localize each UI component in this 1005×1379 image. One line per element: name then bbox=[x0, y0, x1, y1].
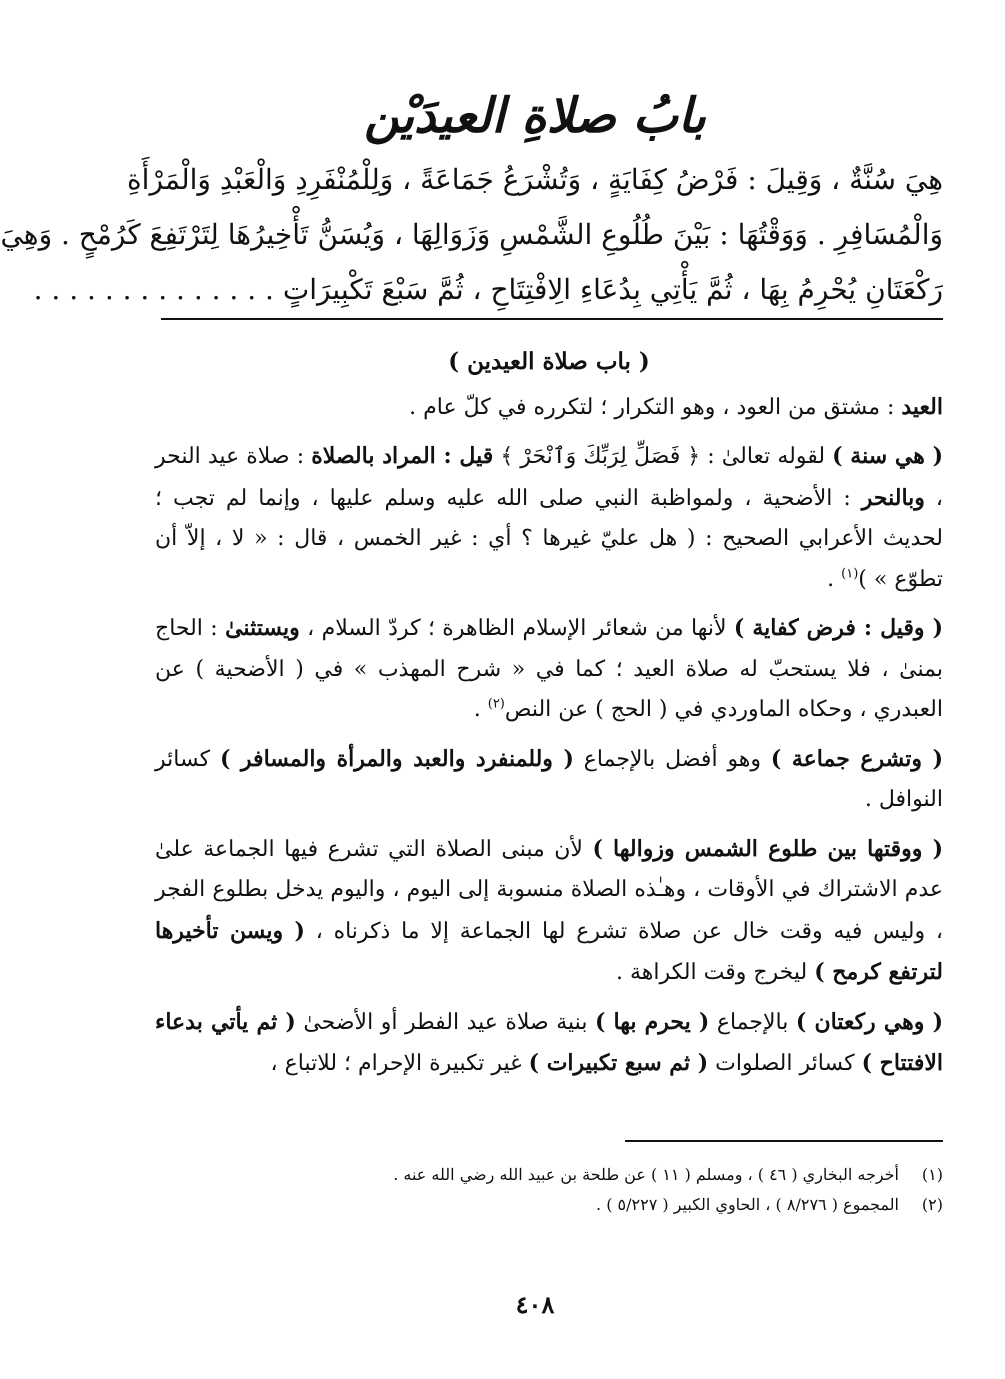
paragraph-text: : مشتق من العود ، وهو التكرار ؛ لتكرره في كلّ عام . bbox=[409, 394, 902, 420]
matn-line bbox=[33, 262, 943, 317]
paragraph-text: غير تكبيرة الإحرام ؛ للاتباع ، bbox=[270, 1051, 529, 1076]
matn-text bbox=[0, 152, 943, 317]
footnote bbox=[143, 1160, 943, 1190]
paragraph-text: لقوله تعالىٰ : ﴿ فَصَلِّ لِرَبِّكَ وَٱنْحَرْ ﴾ bbox=[493, 444, 833, 469]
bold-term: ( ويسن تأخيرها لترتفع كرمح ) bbox=[155, 917, 943, 985]
commentary-paragraph bbox=[155, 739, 943, 821]
paragraph-text: وهو أفضل بالإجماع bbox=[573, 746, 771, 772]
paragraph-text: . bbox=[827, 566, 842, 592]
paragraph-text: لأنها من شعائر الإسلام الظاهرة ؛ كردّ السلام ، bbox=[299, 616, 734, 641]
footnote-rule bbox=[625, 1140, 943, 1142]
paragraph-text: بنية صلاة عيد الفطر أو الأضحىٰ bbox=[295, 1009, 595, 1035]
bold-term: ( وتشرع جماعة ) bbox=[770, 745, 943, 772]
bold-term: ( ووقتها بين طلوع الشمس وزوالها ) bbox=[592, 835, 943, 862]
paragraph-text: بالإجماع bbox=[709, 1009, 796, 1035]
bold-term: وبالنحر bbox=[861, 484, 925, 511]
bold-term: ( ثم يأتي بدعاء الافتتاح ) bbox=[155, 1008, 943, 1076]
footnote-number: (١) bbox=[921, 1165, 943, 1184]
bold-term: ( وقيل : فرض كفاية ) bbox=[733, 615, 943, 641]
matn-separator-rule bbox=[161, 318, 943, 320]
paragraph-text: كسائر الصلوات bbox=[708, 1051, 862, 1076]
commentary-paragraph bbox=[155, 1002, 943, 1085]
chapter-title: بابُ صلاةِ العيدَيْن bbox=[364, 88, 706, 144]
bold-term: ويستثنىٰ bbox=[225, 615, 300, 641]
commentary-heading: ( باب صلاة العيدين ) bbox=[448, 348, 650, 375]
bold-term: العيد bbox=[901, 393, 943, 420]
commentary-paragraph bbox=[155, 436, 943, 600]
paragraph-text: : الحاج بمنىٰ ، فلا يستحبّ له صلاة العيد ؛ كما في « شرح المهذب » في ( الأضحية ) عن العبدري ، وحكاه الماوردي في ( الحج ) عن النص bbox=[155, 616, 943, 722]
commentary-paragraph bbox=[155, 829, 943, 994]
footnote-marker: (١) bbox=[841, 566, 859, 582]
bold-term: قيل : المراد بالصلاة bbox=[311, 443, 494, 469]
footnote bbox=[143, 1190, 943, 1220]
commentary-paragraph bbox=[155, 387, 943, 429]
paragraph-text: ليخرج وقت الكراهة . bbox=[616, 960, 815, 985]
bold-term: ( يحرم بها ) bbox=[594, 1008, 710, 1035]
matn-continuation-dots: . . . . . . . . . . . . . . bbox=[33, 273, 274, 306]
footnote-marker: (٢) bbox=[487, 696, 505, 712]
matn-line-text: رَكْعَتَانِ يُحْرِمُ بِهَا ، ثُمَّ يَأْتِي بِدُعَاءِ الِافْتِتَاحِ ، ثُمَّ سَبْعَ تَكْبِيرَاتٍ bbox=[282, 273, 943, 306]
paragraph-text: لأن مبنى الصلاة التي تشرع فيها الجماعة علىٰ عدم الاشتراك في الأوقات ، وهـٰذه الصلاة منسوبة إلى اليوم ، واليوم يدخل بطلوع الفجر ، وليس فيه وقت خال عن صلاة تشرع لها الجماعة إلا ما ذكرناه ، bbox=[155, 836, 943, 944]
matn-line: هِيَ سُنَّةٌ ، وَقِيلَ : فَرْضُ كِفَايَةٍ ، وَتُشْرَعُ جَمَاعَةً ، وَلِلْمُنْفَرِدِ وَالْعَبْدِ وَالْمَرْأَةِ bbox=[127, 163, 943, 196]
paragraph-text: : الأضحية ، ولمواظبة النبي صلى الله عليه وسلم عليها ، وإنما لم تجب ؛ لحديث الأعرابي الصحيح : ( هل عليّ غيرها ؟ أي : غير الخمس ، قال : « لا ، إلاّ أن تطوّع » ) bbox=[155, 485, 943, 592]
bold-term: ( وللمنفرد والعبد والمرأة والمسافر ) bbox=[219, 745, 574, 772]
footnote-text: المجموع ( ٨/٢٧٦ ) ، الحاوي الكبير ( ٥/٢٢٧ ) . bbox=[596, 1195, 899, 1214]
matn-line: وَالْمُسَافِرِ . وَوَقْتُهَا : بَيْنَ طُلُوعِ الشَّمْسِ وَزَوَالِهَا ، وَيُسَنُّ تَأْخِيرُهَا لِتَرْتَفِعَ كَرُمْحٍ . وَهِيَ bbox=[0, 218, 943, 251]
commentary-text bbox=[155, 342, 943, 1093]
footnote-number: (٢) bbox=[921, 1195, 943, 1214]
paragraph-text: كسائر النوافل . bbox=[155, 746, 943, 812]
bold-term: ( هي سنة ) bbox=[832, 443, 944, 469]
page-number: ٤٠٨ bbox=[515, 1290, 555, 1319]
bold-term: ( ثم سبع تكبيرات ) bbox=[528, 1050, 709, 1076]
footnote-text: أخرجه البخاري ( ٤٦ ) ، ومسلم ( ١١ ) عن طلحة بن عبيد الله رضي الله عنه . bbox=[393, 1165, 899, 1184]
footnotes bbox=[143, 1160, 943, 1220]
paragraph-text: . bbox=[473, 697, 488, 722]
commentary-paragraph bbox=[155, 608, 943, 731]
bold-term: ( وهي ركعتان ) bbox=[795, 1008, 943, 1035]
paragraph-text: : صلاة عيد النحر ، bbox=[155, 444, 944, 511]
